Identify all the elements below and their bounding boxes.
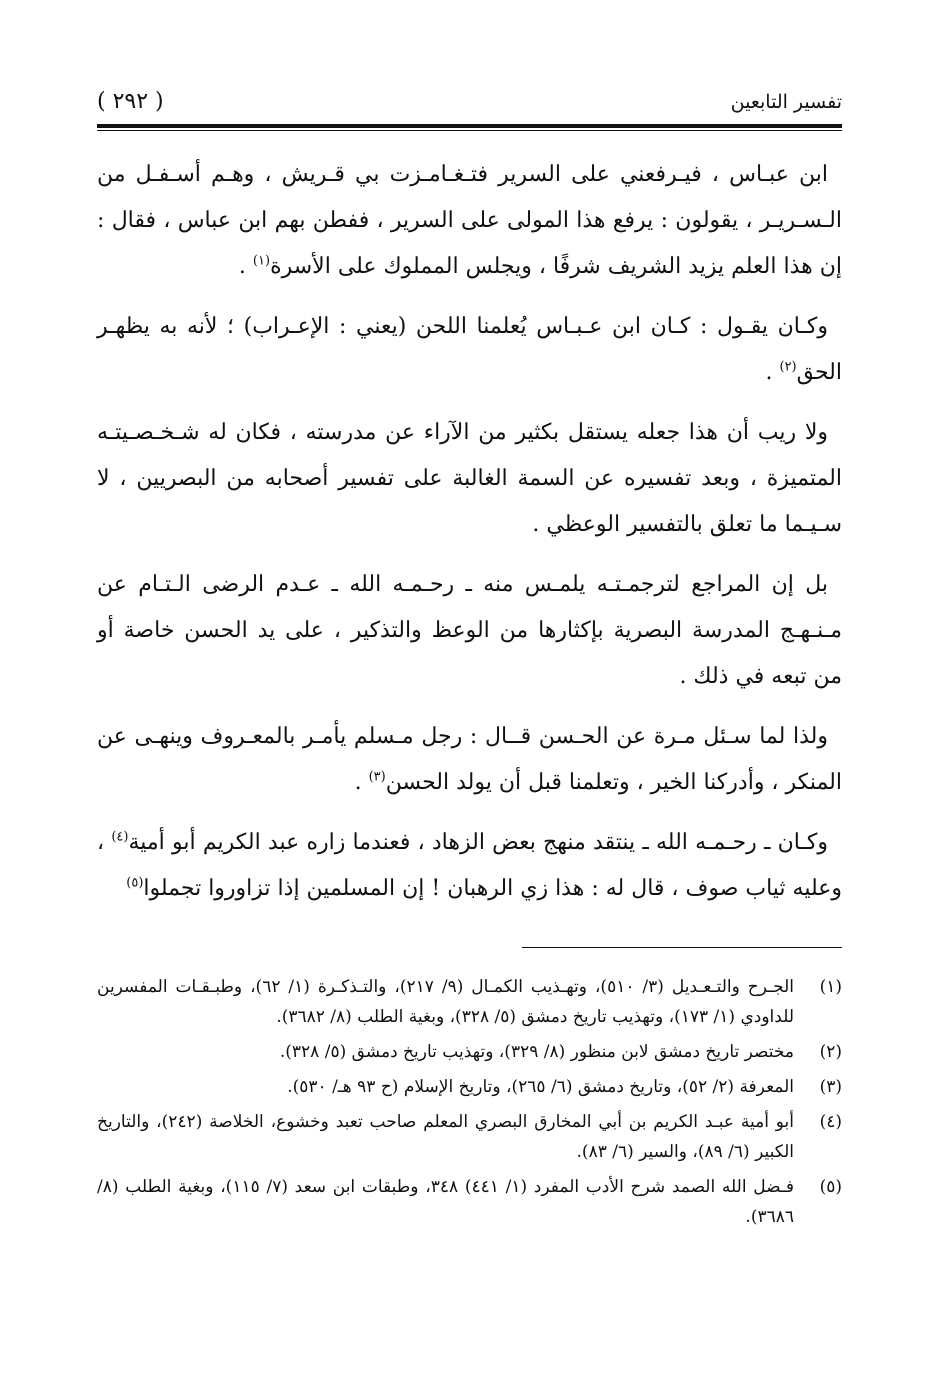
paragraph-text: وكـان يقـول : كـان ابن عـبـاس يُعلمنا اللحن (يعني : الإعـراب) ؛ لأنه به يظهـر الحق bbox=[97, 314, 842, 385]
footnote bbox=[97, 1107, 842, 1167]
footnote-reference: (٤) bbox=[111, 829, 129, 845]
footnote-number: (٥) bbox=[819, 1177, 842, 1197]
paragraph-tail: ، وعليه ثياب صوف ، قال له : هذا زي الرهبان ! إن المسلمين إذا تزاوروا تجملوا bbox=[97, 830, 842, 901]
paragraph bbox=[97, 562, 842, 700]
header-rule-thin bbox=[97, 130, 842, 131]
paragraph-text: ولذا لما سـئل مـرة عن الحـسن قــال : رجل مـسلم يأمـر بالمعـروف وينهـى عن المنكر ، وأدركنا الخير ، وتعلمنا قبل أن يولد الحسن bbox=[97, 724, 842, 795]
paragraph bbox=[97, 304, 842, 396]
paragraph-text: ابن عبـاس ، فيـرفعني على السرير فتـغـامـزت بي قـريش ، وهـم أسـفـل من الـسـريـر ، يقولون : يرفع هذا المولى على السرير ، ففطن بهم ابن عباس ، فقال : إن هذا العلم يزيد الشريف شرفًا ، ويجلس المملوك على الأسرة bbox=[97, 162, 842, 279]
paragraph bbox=[97, 152, 842, 290]
paragraph-tail: . bbox=[238, 254, 253, 279]
paragraph-tail: . bbox=[354, 770, 369, 795]
main-text bbox=[97, 152, 842, 926]
footnote-text: الجـرح والتـعـديل (٣/ ٥١٠)، وتهـذيب الكمـال (٩/ ٢١٧)، والتـذكـرة (١/ ٦٢)، وطبـقـات المفسرين للداودي (١/ ١٧٣)، وتهذيب تاريخ دمشق (٥/ ٣٢٨)، وبغية الطلب (٨/ ٣٦٨٢). bbox=[97, 977, 794, 1027]
footnote bbox=[97, 1172, 842, 1232]
footnote-reference: (٥) bbox=[126, 875, 144, 891]
footnote-reference: (٣) bbox=[368, 769, 386, 785]
page-header bbox=[97, 86, 842, 128]
paragraph-text: بل إن المراجع لترجمـتـه يلمـس منه ـ رحـمـه الله ـ عـدم الرضى الـتـام عن مـنـهـج المدرسة البصرية بإكثارها من الوعظ والتذكير ، على يد الحسن خاصة أو من تبعه في ذلك . bbox=[97, 572, 842, 689]
paragraph-tail: . bbox=[765, 360, 780, 385]
footnote-number: (٣) bbox=[819, 1077, 842, 1097]
footnote-number: (٢) bbox=[819, 1042, 842, 1062]
footnote-number: (٤) bbox=[819, 1112, 842, 1132]
paragraph bbox=[97, 820, 842, 912]
footnote bbox=[97, 972, 842, 1032]
paragraph bbox=[97, 410, 842, 548]
footnote-reference: (٢) bbox=[779, 359, 797, 375]
paragraph-text: ولا ريب أن هذا جعله يستقل بكثير من الآراء عن مدرسته ، فكان له شـخـصـيتـه المتميزة ، وبعد تفسيره عن السمة الغالبة على تفسير أصحابه من البصريين ، لا سـيـما ما تعلق بالتفسير الوعظي . bbox=[97, 420, 842, 537]
running-title: تفسير التابعين bbox=[730, 91, 842, 113]
paragraph-text: وكـان ـ رحـمـه الله ـ ينتقد منهج بعض الزهاد ، فعندما زاره عبد الكريم أبو أمية bbox=[128, 830, 829, 855]
footnote-reference: (١) bbox=[252, 253, 271, 269]
footnote-text: أبو أمية عبـد الكريم بن أبي المخارق البصري المعلم صاحب تعبد وخشوع، الخلاصة (٢٤٢)، والتاريخ الكبير (٦/ ٨٩)، والسير (٦/ ٨٣). bbox=[97, 1112, 795, 1162]
footnote-number: (١) bbox=[819, 977, 842, 997]
header-rule bbox=[97, 124, 842, 128]
footnote-text: فـضل الله الصمد شرح الأدب المفرد (١/ ٤٤١) ٣٤٨، وطبقات ابن سعد (٧/ ١١٥)، وبغية الطلب (٨/ ٣٦٨٦). bbox=[97, 1177, 794, 1227]
footnote-text: المعرفة (٢/ ٥٢)، وتاريخ دمشق (٦/ ٢٦٥)، وتاريخ الإسلام (ح ٩٣ هـ/ ٥٣٠). bbox=[287, 1077, 794, 1097]
footnote bbox=[97, 1037, 842, 1067]
footnote-separator bbox=[522, 947, 842, 948]
footnote bbox=[97, 1072, 842, 1102]
footnotes bbox=[97, 972, 842, 1237]
paragraph bbox=[97, 714, 842, 806]
page-number: ( ٢٩٢ ) bbox=[97, 89, 164, 114]
footnote-text: مختصر تاريخ دمشق لابن منظور (٨/ ٣٢٩)، وتهذيب تاريخ دمشق (٥/ ٣٢٨). bbox=[279, 1042, 794, 1062]
